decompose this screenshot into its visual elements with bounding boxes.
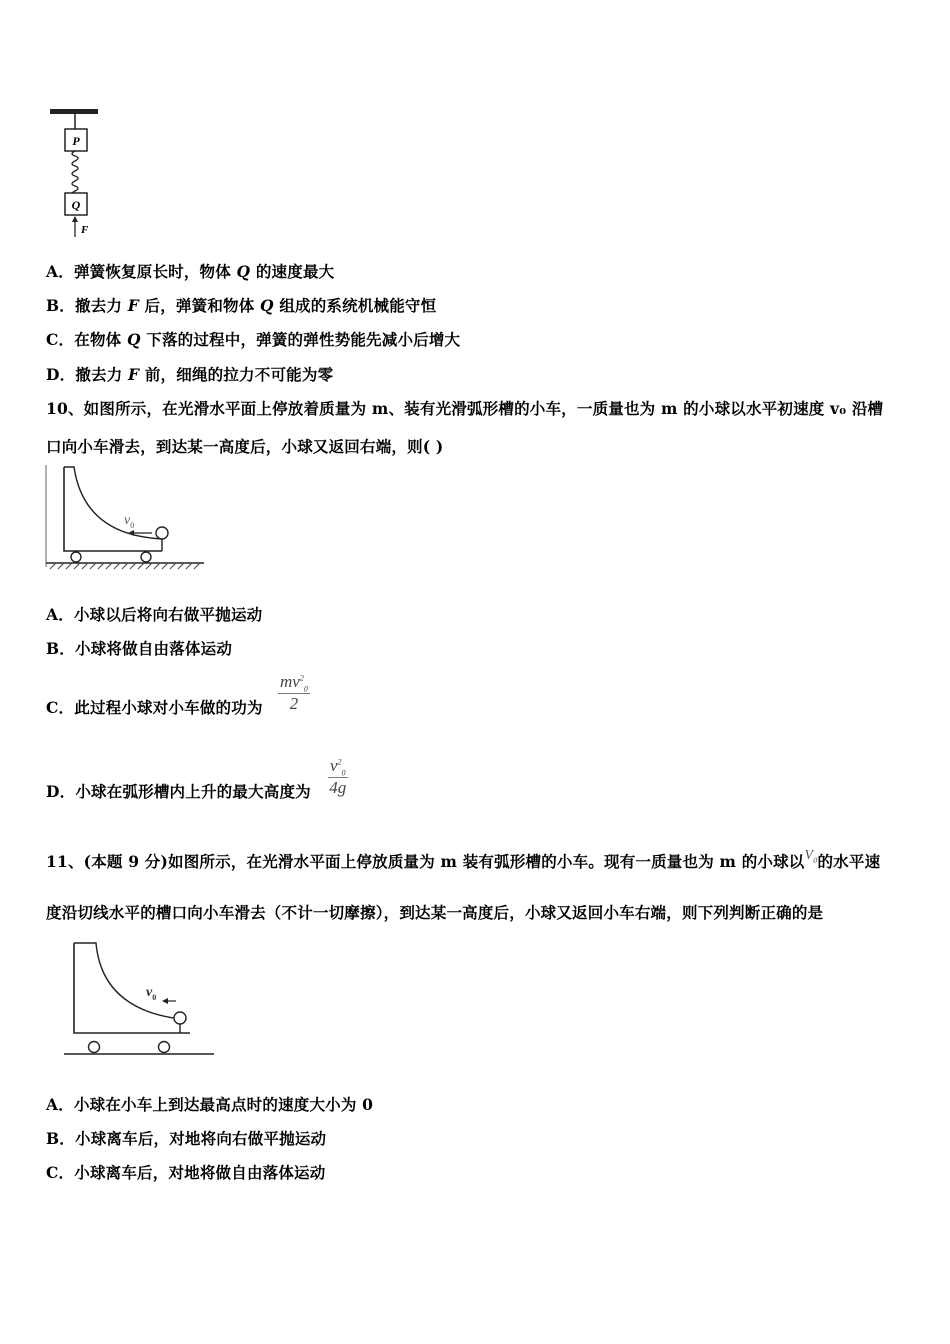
wheel-right [159,1042,170,1053]
q9-option-a: A．弹簧恢复原长时，物体 Q 的速度最大 [46,262,335,281]
q9-option-d: D．撤去力 F 前，细绳的拉力不可能为零 [46,365,334,384]
cart-body [64,467,162,551]
inline-v0: $V_0$ [804,848,818,865]
cart-track-diagram-q11 [62,935,222,1060]
q10-option-a: A．小球以后将向右做平抛运动 [46,605,263,624]
force-arrow-head [72,216,78,222]
cart-track-figure-q11 [62,935,222,1060]
ceiling [50,109,98,114]
wheel-right [141,552,151,562]
ground-hatch [50,563,200,569]
cart-curve [64,467,162,539]
q11-stem-line1: 11、(本题 9 分)如图所示，在光滑水平面上停放质量为 m 装有弧形槽的小车。现有一质量也为 m 的小球以$V_0$的水平速 [46,848,881,871]
q10-stem-line1: 10、如图所示，在光滑水平面上停放着质量为 m、装有光滑弧形槽的小车，一质量也为 m 的小球以水平初速度 v₀ 沿槽 [46,399,884,418]
cart-track-figure-q10 [44,463,209,575]
formula-d: $\frac{v^2_0}{4g}$ [329,756,347,798]
ball [156,527,168,539]
q10-stem-line2: 口向小车滑去，到达某一高度后，小球又返回右端，则( ) [46,437,444,456]
ball [174,1012,186,1024]
spring-block-figure [48,105,108,240]
velocity-label-q10: $v_0$ [124,513,135,530]
block-p-label: P [72,134,80,148]
formula-c: $\frac{mv^2_0}{2}$ [280,672,308,714]
q10-option-b: B．小球将做自由落体运动 [46,639,233,658]
cart-curve [74,943,180,1019]
q9-option-c: C．在物体 Q 下落的过程中，弹簧的弹性势能先减小后增大 [46,330,461,349]
spring-block-diagram [48,105,108,240]
q11-option-c: C．小球离车后，对地将做自由落体运动 [46,1163,326,1182]
q10-option-c: C．此过程小球对小车做的功为 [46,698,263,717]
q11-option-a: A．小球在小车上到达最高点时的速度大小为 0 [46,1095,374,1114]
block-q-label: Q [71,198,81,212]
force-label: F [81,224,89,236]
q11-stem-line2: 度沿切线水平的槽口向小车滑去（不计一切摩擦），到达某一高度后，小球又返回小车右端，则下列判断正确的是 [46,903,824,922]
q9-option-b: B．撤去力 F 后，弹簧和物体 Q 组成的系统机械能守恒 [46,296,437,315]
q10-option-d: D．小球在弧形槽内上升的最大高度为 [46,782,311,801]
cart-body [74,943,190,1033]
q11-option-b: B．小球离车后，对地将向右做平抛运动 [46,1129,327,1148]
wheel-left [71,552,81,562]
wheel-left [89,1042,100,1053]
velocity-label-q11: $v_0$ [146,985,157,1002]
